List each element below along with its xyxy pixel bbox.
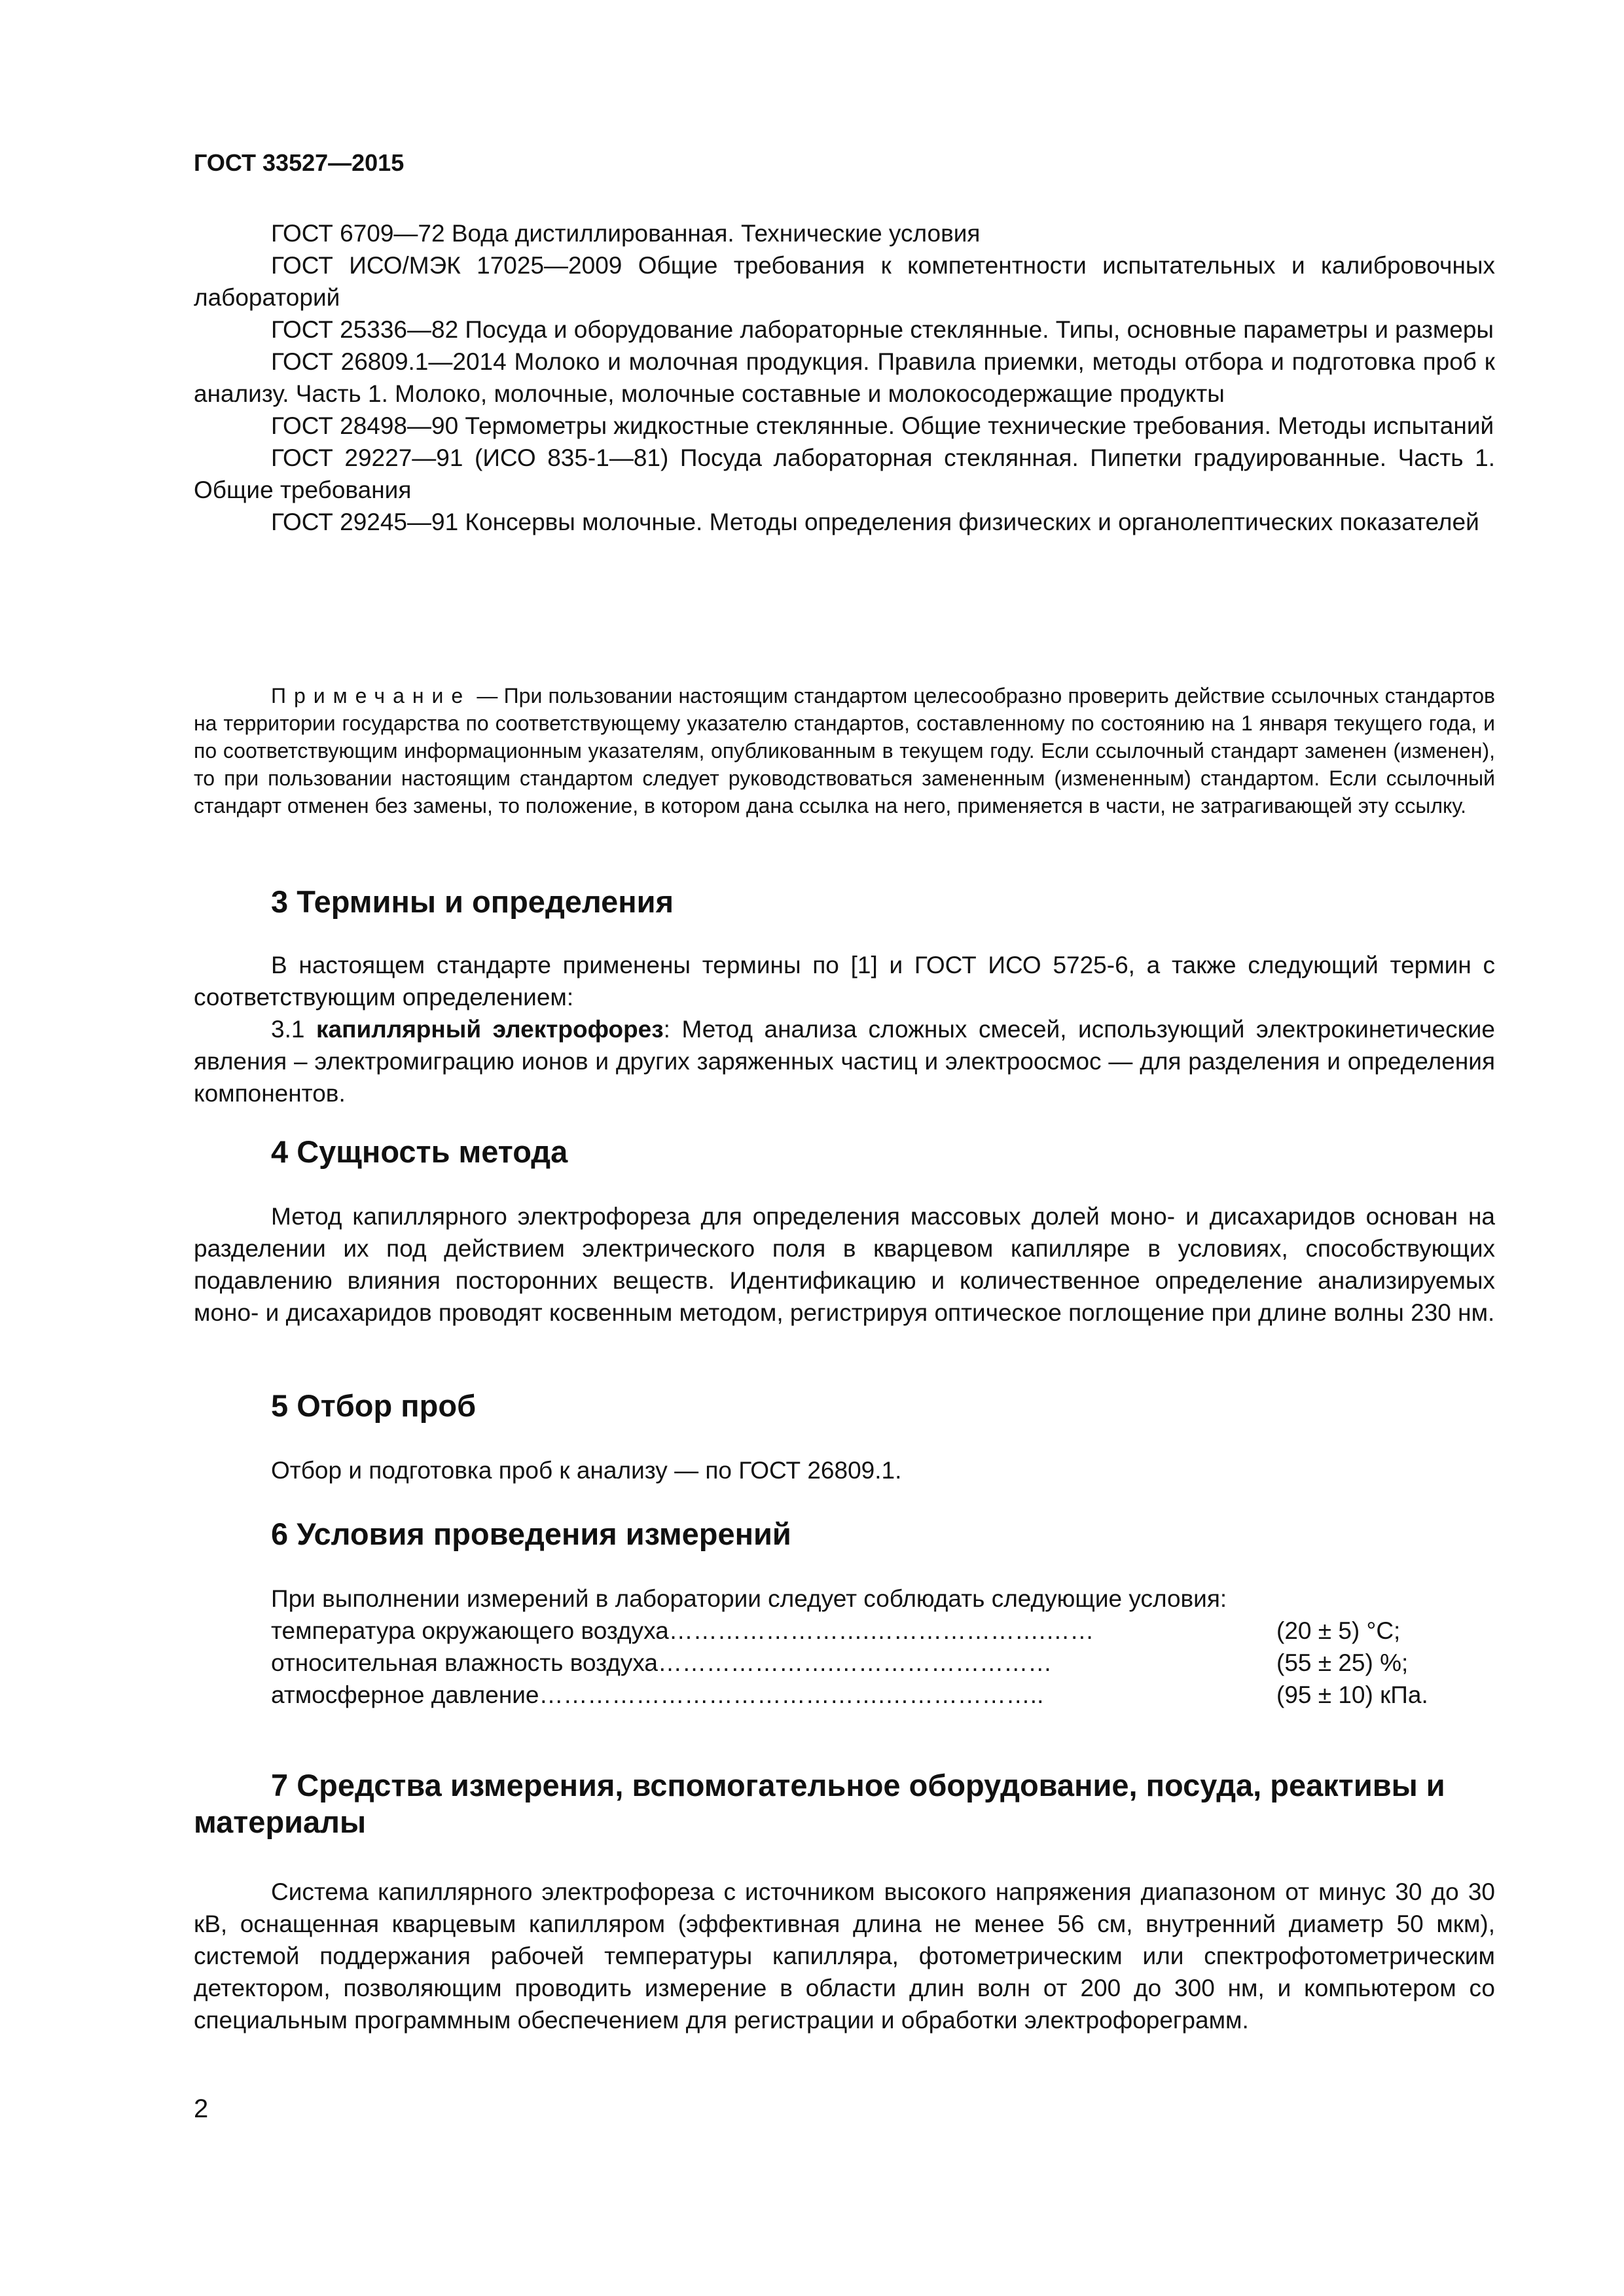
reference-item: ГОСТ ИСО/МЭК 17025—2009 Общие требования к компетентности испытательных и калибровочных лабораторий [194,252,1495,311]
note-text [194,682,1495,819]
condition-row [271,1647,1495,1679]
document-header: ГОСТ 33527—2015 [194,149,405,176]
section-3-body [194,949,1495,1109]
reference-item: ГОСТ 29227—91 (ИСО 835-1—81) Посуда лабораторная стеклянная. Пипетки градуированные. Часть 1. Общие требования [194,444,1495,503]
section-3-intro: В настоящем стандарте применены термины по [1] и ГОСТ ИСО 5725-6, а также следующий термин с соответствующим определением: [194,952,1495,1011]
condition-row [271,1679,1495,1711]
term-number: 3.1 [271,1016,316,1043]
condition-label: температура окружающего воздуха…………………….………………….…… [271,1617,1094,1644]
condition-value: (55 ± 25) %; [1276,1649,1409,1676]
reference-item: ГОСТ 25336—82 Посуда и оборудование лабораторные стеклянные. Типы, основные параметры и размеры [271,316,1494,343]
section-6-title: 6 Условия проведения измерений [271,1516,791,1551]
references-list [194,217,1495,538]
term-definition [194,1013,1495,1109]
section-7-text: Система капиллярного электрофореза с источником высокого напряжения диапазоном от минус 30 до 30 кВ, оснащенная кварцевым капилляром (эффективная длина не менее 56 см, внутренний диаметр 50 мкм), системой поддержания рабочей температуры капилляра, фотометрическим или спектрофотометрическим детектором, позволяющим проводить измерение в области длин волн от 200 до 300 нм, и компьютером со специальным программным обеспечением для регистрации и обработки электрофореграмм. [194,1878,1495,2034]
section-3-title: 3 Термины и определения [271,884,674,919]
section-3 [194,884,1495,920]
section-7-title: 7 Средства измерения, вспомогательное оборудование, посуда, реактивы и материалы [194,1768,1445,1839]
section-4-title: 4 Сущность метода [271,1134,568,1169]
condition-label: атмосферное давление…………………………………….……………….. [271,1681,1044,1708]
condition-value: (95 ± 10) кПа. [1276,1681,1428,1708]
condition-row [271,1615,1495,1647]
section-6-body [194,1583,1495,1615]
note-label: Примечание [271,684,471,708]
conditions-list [271,1615,1495,1711]
section-4-text: Метод капиллярного электрофореза для определения массовых долей моно- и дисахаридов основан на разделении их под действием электрического поля в кварцевом капилляре в условиях, способствующих подавлению влияния посторонних веществ. Идентификацию и количественное определение анализируемых моно- и дисахаридов проводят косвенным методом, регистрируя оптическое поглощение при длине волны 230 нм. [194,1203,1495,1326]
section-5-title: 5 Отбор проб [271,1388,477,1423]
section-6 [194,1516,1495,1552]
reference-item: ГОСТ 28498—90 Термометры жидкостные стеклянные. Общие технические требования. Методы испытаний [271,412,1494,439]
section-7-body [194,1876,1495,2036]
note-body: — При пользовании настоящим стандартом целесообразно проверить действие ссылочных стандартов на территории государства по соответствующему указателю стандартов, составленному по состоянию на 1 января текущего года, и по соответствующим информационным указателям, опубликованным в текущем году. Если ссылочный стандарт заменен (изменен), то при пользовании настоящим стандартом следует руководствоваться замененным (измененным) стандартом. Если ссылочный стандарт отменен без замены, то положение, в котором дана ссылка на него, применяется в части, не затрагивающей эту ссылку. [194,684,1495,817]
term-name: капиллярный электрофорез [316,1016,664,1043]
reference-item: ГОСТ 29245—91 Консервы молочные. Методы определения физических и органолептических показателей [271,509,1479,535]
section-5 [194,1388,1495,1424]
section-4-body [194,1200,1495,1329]
reference-item: ГОСТ 26809.1—2014 Молоко и молочная продукция. Правила приемки, методы отбора и подготовка проб к анализу. Часть 1. Молоко, молочные, молочные составные и молокосодержащие продукты [194,348,1495,407]
page-number: 2 [194,2094,209,2123]
condition-label: относительная влажность воздуха………………….……………………… [271,1649,1053,1676]
note-block [194,682,1495,819]
condition-value: (20 ± 5) °С; [1276,1617,1401,1644]
term-text: : Метод анализа сложных смесей, использующий электрокинетические явления – электромиграцию ионов и других заряженных частиц и электроосмос — для разделения и определения компонентов. [194,1016,1495,1107]
reference-item: ГОСТ 6709—72 Вода дистиллированная. Технические условия [271,220,981,247]
section-4 [194,1134,1495,1170]
section-5-text: Отбор и подготовка проб к анализу — по ГОСТ 26809.1. [271,1457,902,1484]
section-6-intro: При выполнении измерений в лаборатории следует соблюдать следующие условия: [271,1585,1227,1612]
section-5-body [194,1454,1495,1486]
section-7 [194,1767,1495,1840]
